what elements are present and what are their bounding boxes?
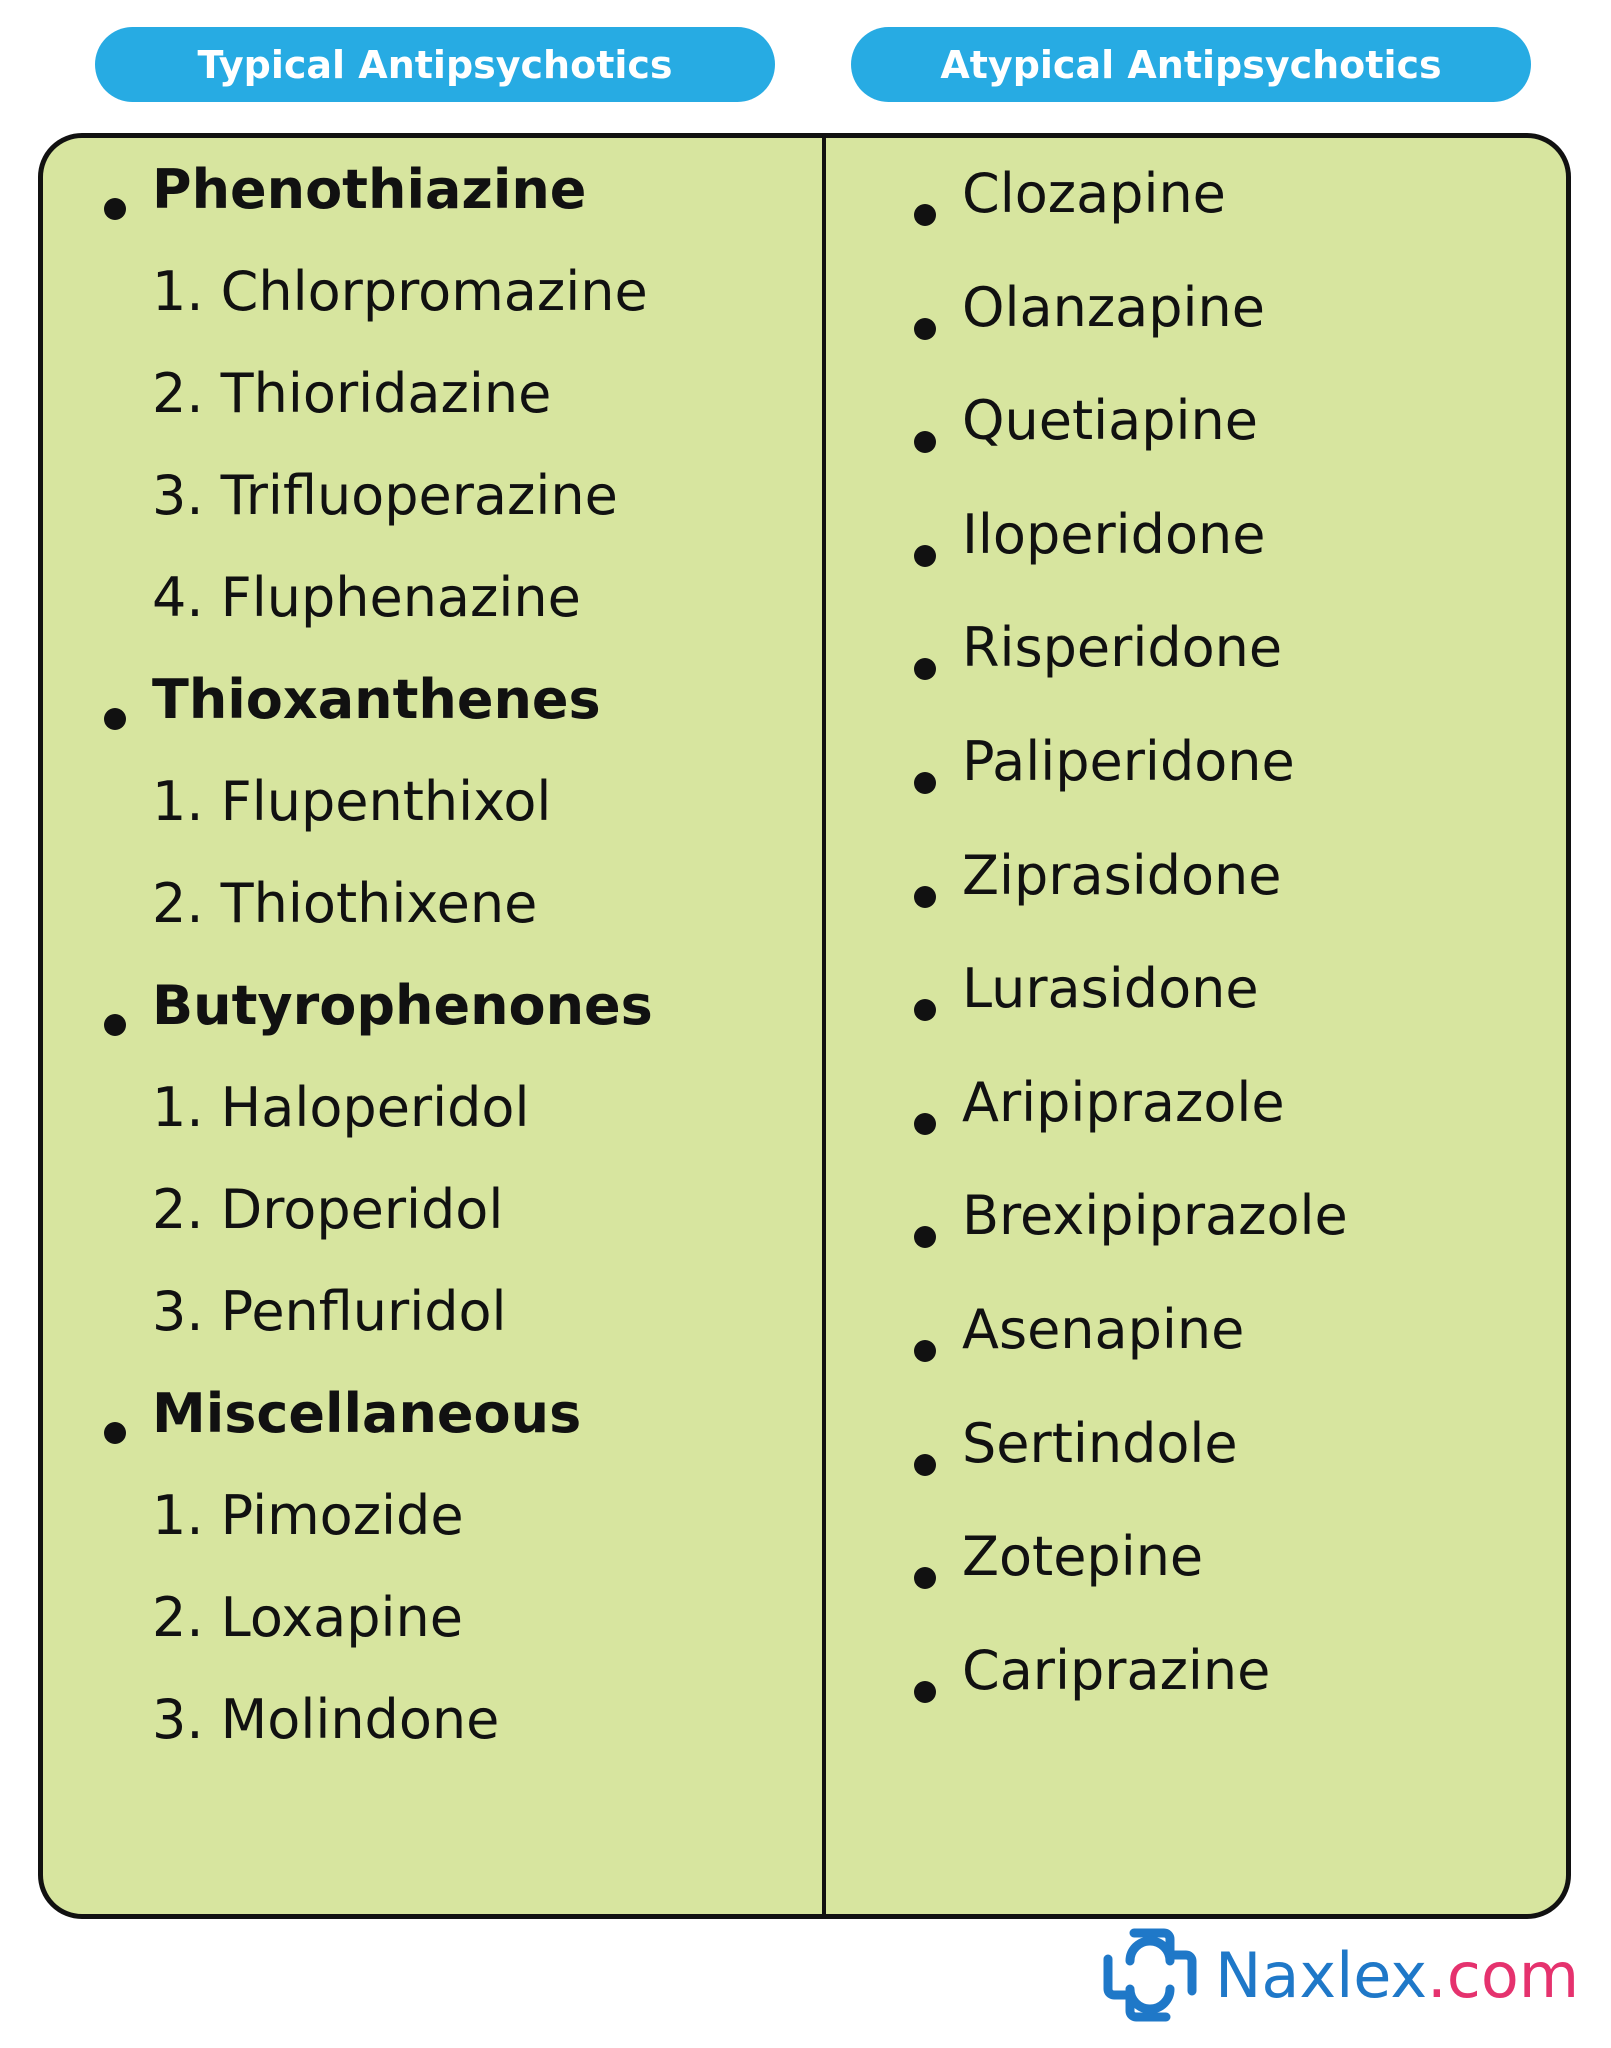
drug-item: 3. Molindone [152,1688,500,1751]
bullet-icon [914,1226,936,1248]
drug-item: 2. Thioridazine [152,362,552,425]
atypical-header: Atypical Antipsychotics [851,27,1531,102]
logo-wordmark [1215,1939,1579,2012]
bullet-icon [914,658,936,680]
bullet-icon [914,999,936,1021]
bullet-icon [914,772,936,794]
drug-item: Lurasidone [962,957,1259,1020]
drug-item: 1. Chlorpromazine [152,260,648,323]
column-divider [822,133,826,1919]
naxlex-logo [1100,1925,1580,2025]
bullet-icon [104,1422,126,1444]
drug-item: Risperidone [962,616,1283,679]
drug-item: 1. Haloperidol [152,1076,530,1139]
drug-item: Clozapine [962,162,1226,225]
drug-item: 3. Trifluoperazine [152,464,618,527]
naxlex-logo-icon [1100,1925,1200,2025]
drug-item: Ziprasidone [962,844,1282,907]
bullet-icon [914,1681,936,1703]
drug-item: 2. Droperidol [152,1178,504,1241]
drug-item: 1. Pimozide [152,1484,464,1547]
drug-class-heading: Miscellaneous [152,1382,582,1445]
drug-class-heading: Thioxanthenes [152,668,601,731]
bullet-icon [914,886,936,908]
drug-class-heading: Phenothiazine [152,158,587,221]
drug-item: 2. Thiothixene [152,872,538,935]
bullet-icon [914,431,936,453]
drug-item: 4. Fluphenazine [152,566,581,629]
bullet-icon [914,1340,936,1362]
bullet-icon [914,545,936,567]
drug-item: 1. Flupenthixol [152,770,552,833]
logo-name: Naxlex [1215,1939,1428,2012]
bullet-icon [104,708,126,730]
drug-item: 2. Loxapine [152,1586,463,1649]
drug-item: Zotepine [962,1525,1204,1588]
bullet-icon [914,1454,936,1476]
bullet-icon [104,1014,126,1036]
drug-item: Cariprazine [962,1639,1271,1702]
drug-item: Paliperidone [962,730,1295,793]
typical-header: Typical Antipsychotics [95,27,775,102]
drug-item: Brexipiprazole [962,1184,1348,1247]
drug-class-heading: Butyrophenones [152,974,653,1037]
bullet-icon [104,198,126,220]
bullet-icon [914,204,936,226]
bullet-icon [914,1567,936,1589]
bullet-icon [914,1113,936,1135]
drug-item: Olanzapine [962,276,1265,339]
drug-item: Aripiprazole [962,1071,1285,1134]
drug-item: Quetiapine [962,389,1258,452]
drug-item: 3. Penfluridol [152,1280,507,1343]
drug-item: Iloperidone [962,503,1266,566]
bullet-icon [914,318,936,340]
logo-tld: .com [1427,1939,1580,2012]
drug-item: Sertindole [962,1412,1238,1475]
drug-item: Asenapine [962,1298,1245,1361]
